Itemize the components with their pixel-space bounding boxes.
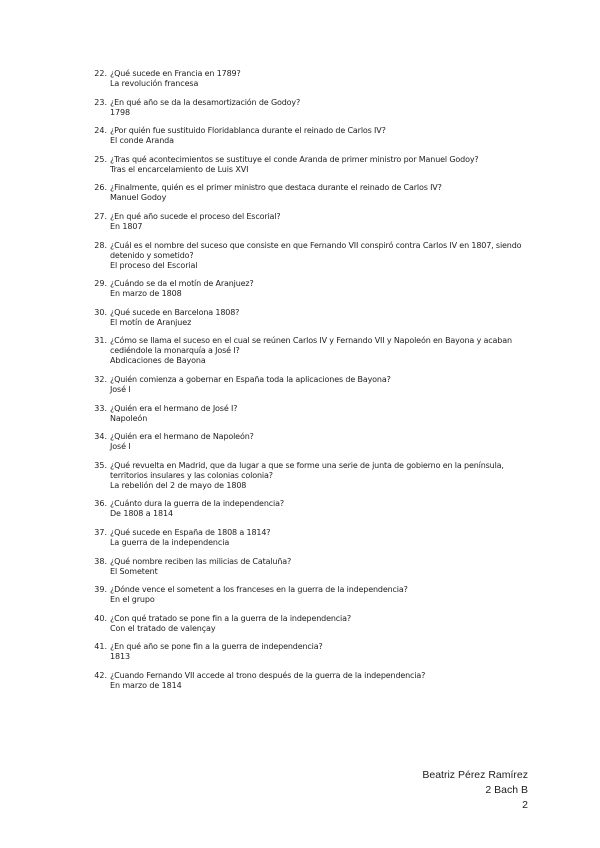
question-text: ¿Qué revuelta en Madrid, que da lugar a que se forme una serie de junta de gobierno en la península, territorios insulares y las colonias colonia? xyxy=(110,460,504,480)
question-text: ¿Finalmente, quién es el primer ministro que destaca durante el reinado de Carlos IV? xyxy=(110,183,442,193)
answer-text: El motín de Aranjuez xyxy=(110,317,192,327)
answer-text: Con el tratado de valençay xyxy=(110,623,216,633)
answer-text: José I xyxy=(110,384,131,394)
question-text: ¿Qué sucede en Francia en 1789? xyxy=(110,69,241,78)
item-number: 23. xyxy=(94,97,107,107)
question-text: ¿Qué sucede en España de 1808 a 1814? xyxy=(110,527,271,537)
item-number: 33. xyxy=(94,403,107,413)
item-number: 27. xyxy=(94,211,107,221)
list-item xyxy=(88,126,528,146)
answer-text: Tras el encarcelamiento de Luis XVI xyxy=(110,164,249,174)
answer-text: En marzo de 1808 xyxy=(110,289,182,299)
page-number: 2 xyxy=(522,799,528,811)
item-number: 36. xyxy=(94,499,107,509)
list-item xyxy=(88,155,528,175)
question-text: ¿Quién era el hermano de Napoleón? xyxy=(110,432,254,442)
question-text: ¿Cuando Fernando VII accede al trono después de la guerra de la independencia? xyxy=(110,670,426,680)
question-text: ¿Cuándo se da el motín de Aranjuez? xyxy=(110,279,254,289)
answer-text: Abdicaciones de Bayona xyxy=(110,356,206,366)
answer-text: La revolución francesa xyxy=(110,79,199,88)
question-text: ¿En qué año se da la desamortización de Godoy? xyxy=(110,97,301,107)
item-number: 32. xyxy=(94,374,107,384)
question-text: ¿En qué año se pone fin a la guerra de independencia? xyxy=(110,642,323,652)
item-number: 41. xyxy=(94,642,107,652)
list-item xyxy=(88,212,528,232)
question-text: ¿Cuánto dura la guerra de la independencia? xyxy=(110,499,284,509)
answer-text: La guerra de la independencia xyxy=(110,537,230,547)
list-item xyxy=(88,614,528,634)
item-number: 26. xyxy=(94,183,107,193)
page-footer xyxy=(422,768,528,813)
answer-text: En el grupo xyxy=(110,595,155,605)
question-text: ¿Tras qué acontecimientos se sustituye el conde Aranda de primer ministro por Manuel Godoy? xyxy=(110,154,479,164)
list-item xyxy=(88,375,528,395)
answer-text: En marzo de 1814 xyxy=(110,680,182,690)
list-item xyxy=(88,671,528,691)
list-item xyxy=(88,69,528,89)
answer-text: El Sometent xyxy=(110,566,158,576)
list-item xyxy=(88,183,528,203)
answer-text: 1798 xyxy=(110,107,130,117)
item-number: 35. xyxy=(94,460,107,470)
author-name: Beatriz Pérez Ramírez xyxy=(422,769,528,781)
item-number: 22. xyxy=(94,69,107,78)
question-text: ¿Dónde vence el sometent a los franceses en la guerra de la independencia? xyxy=(110,585,408,595)
list-item xyxy=(88,98,528,118)
question-text: ¿Quién comienza a gobernar en España toda la aplicaciones de Bayona? xyxy=(110,374,391,384)
answer-text: La rebelión del 2 de mayo de 1808 xyxy=(110,480,247,490)
question-text: ¿Cuál es el nombre del suceso que consiste en que Fernando VII conspiró contra Carlos IV en 1807, siendo detenido y sometido? xyxy=(110,240,522,260)
question-text: ¿Con qué tratado se pone fin a la guerra de la independencia? xyxy=(110,613,351,623)
list-item xyxy=(88,642,528,662)
answer-text: El proceso del Escorial xyxy=(110,260,198,270)
item-number: 42. xyxy=(94,670,107,680)
list-item xyxy=(88,528,528,548)
question-text: ¿En qué año sucede el proceso del Escorial? xyxy=(110,211,281,221)
question-text: ¿Qué nombre reciben las milicias de Cataluña? xyxy=(110,556,292,566)
item-number: 29. xyxy=(94,279,107,289)
list-item xyxy=(88,499,528,519)
answer-text: José I xyxy=(110,442,131,452)
answer-text: En 1807 xyxy=(110,221,143,231)
list-item xyxy=(88,404,528,424)
item-number: 31. xyxy=(94,336,107,346)
answer-text: De 1808 a 1814 xyxy=(110,509,173,519)
list-item xyxy=(88,336,528,366)
list-item xyxy=(88,461,528,491)
class-label: 2 Bach B xyxy=(485,784,528,796)
item-number: 24. xyxy=(94,126,107,136)
answer-text: 1813 xyxy=(110,652,130,662)
list-item xyxy=(88,432,528,452)
answer-text: Manuel Godoy xyxy=(110,193,167,203)
question-text: ¿Cómo se llama el suceso en el cual se reúnen Carlos IV y Fernando VII y Napoleón en Bayona y acaban cediéndole la monarquía a José I? xyxy=(110,336,512,356)
item-number: 37. xyxy=(94,527,107,537)
item-number: 40. xyxy=(94,613,107,623)
list-item xyxy=(88,585,528,605)
list-item xyxy=(88,308,528,328)
item-number: 30. xyxy=(94,307,107,317)
item-number: 38. xyxy=(94,556,107,566)
item-number: 28. xyxy=(94,240,107,250)
answer-text: El conde Aranda xyxy=(110,136,174,146)
item-number: 34. xyxy=(94,432,107,442)
question-text: ¿Por quién fue sustituido Floridablanca durante el reinado de Carlos IV? xyxy=(110,126,386,136)
item-number: 39. xyxy=(94,585,107,595)
answer-text: Napoleón xyxy=(110,413,148,423)
item-number: 25. xyxy=(94,154,107,164)
list-item xyxy=(88,279,528,299)
question-text: ¿Quién era el hermano de José I? xyxy=(110,403,238,413)
list-item xyxy=(88,241,528,271)
list-item xyxy=(88,557,528,577)
question-list xyxy=(88,69,528,699)
question-text: ¿Qué sucede en Barcelona 1808? xyxy=(110,307,240,317)
